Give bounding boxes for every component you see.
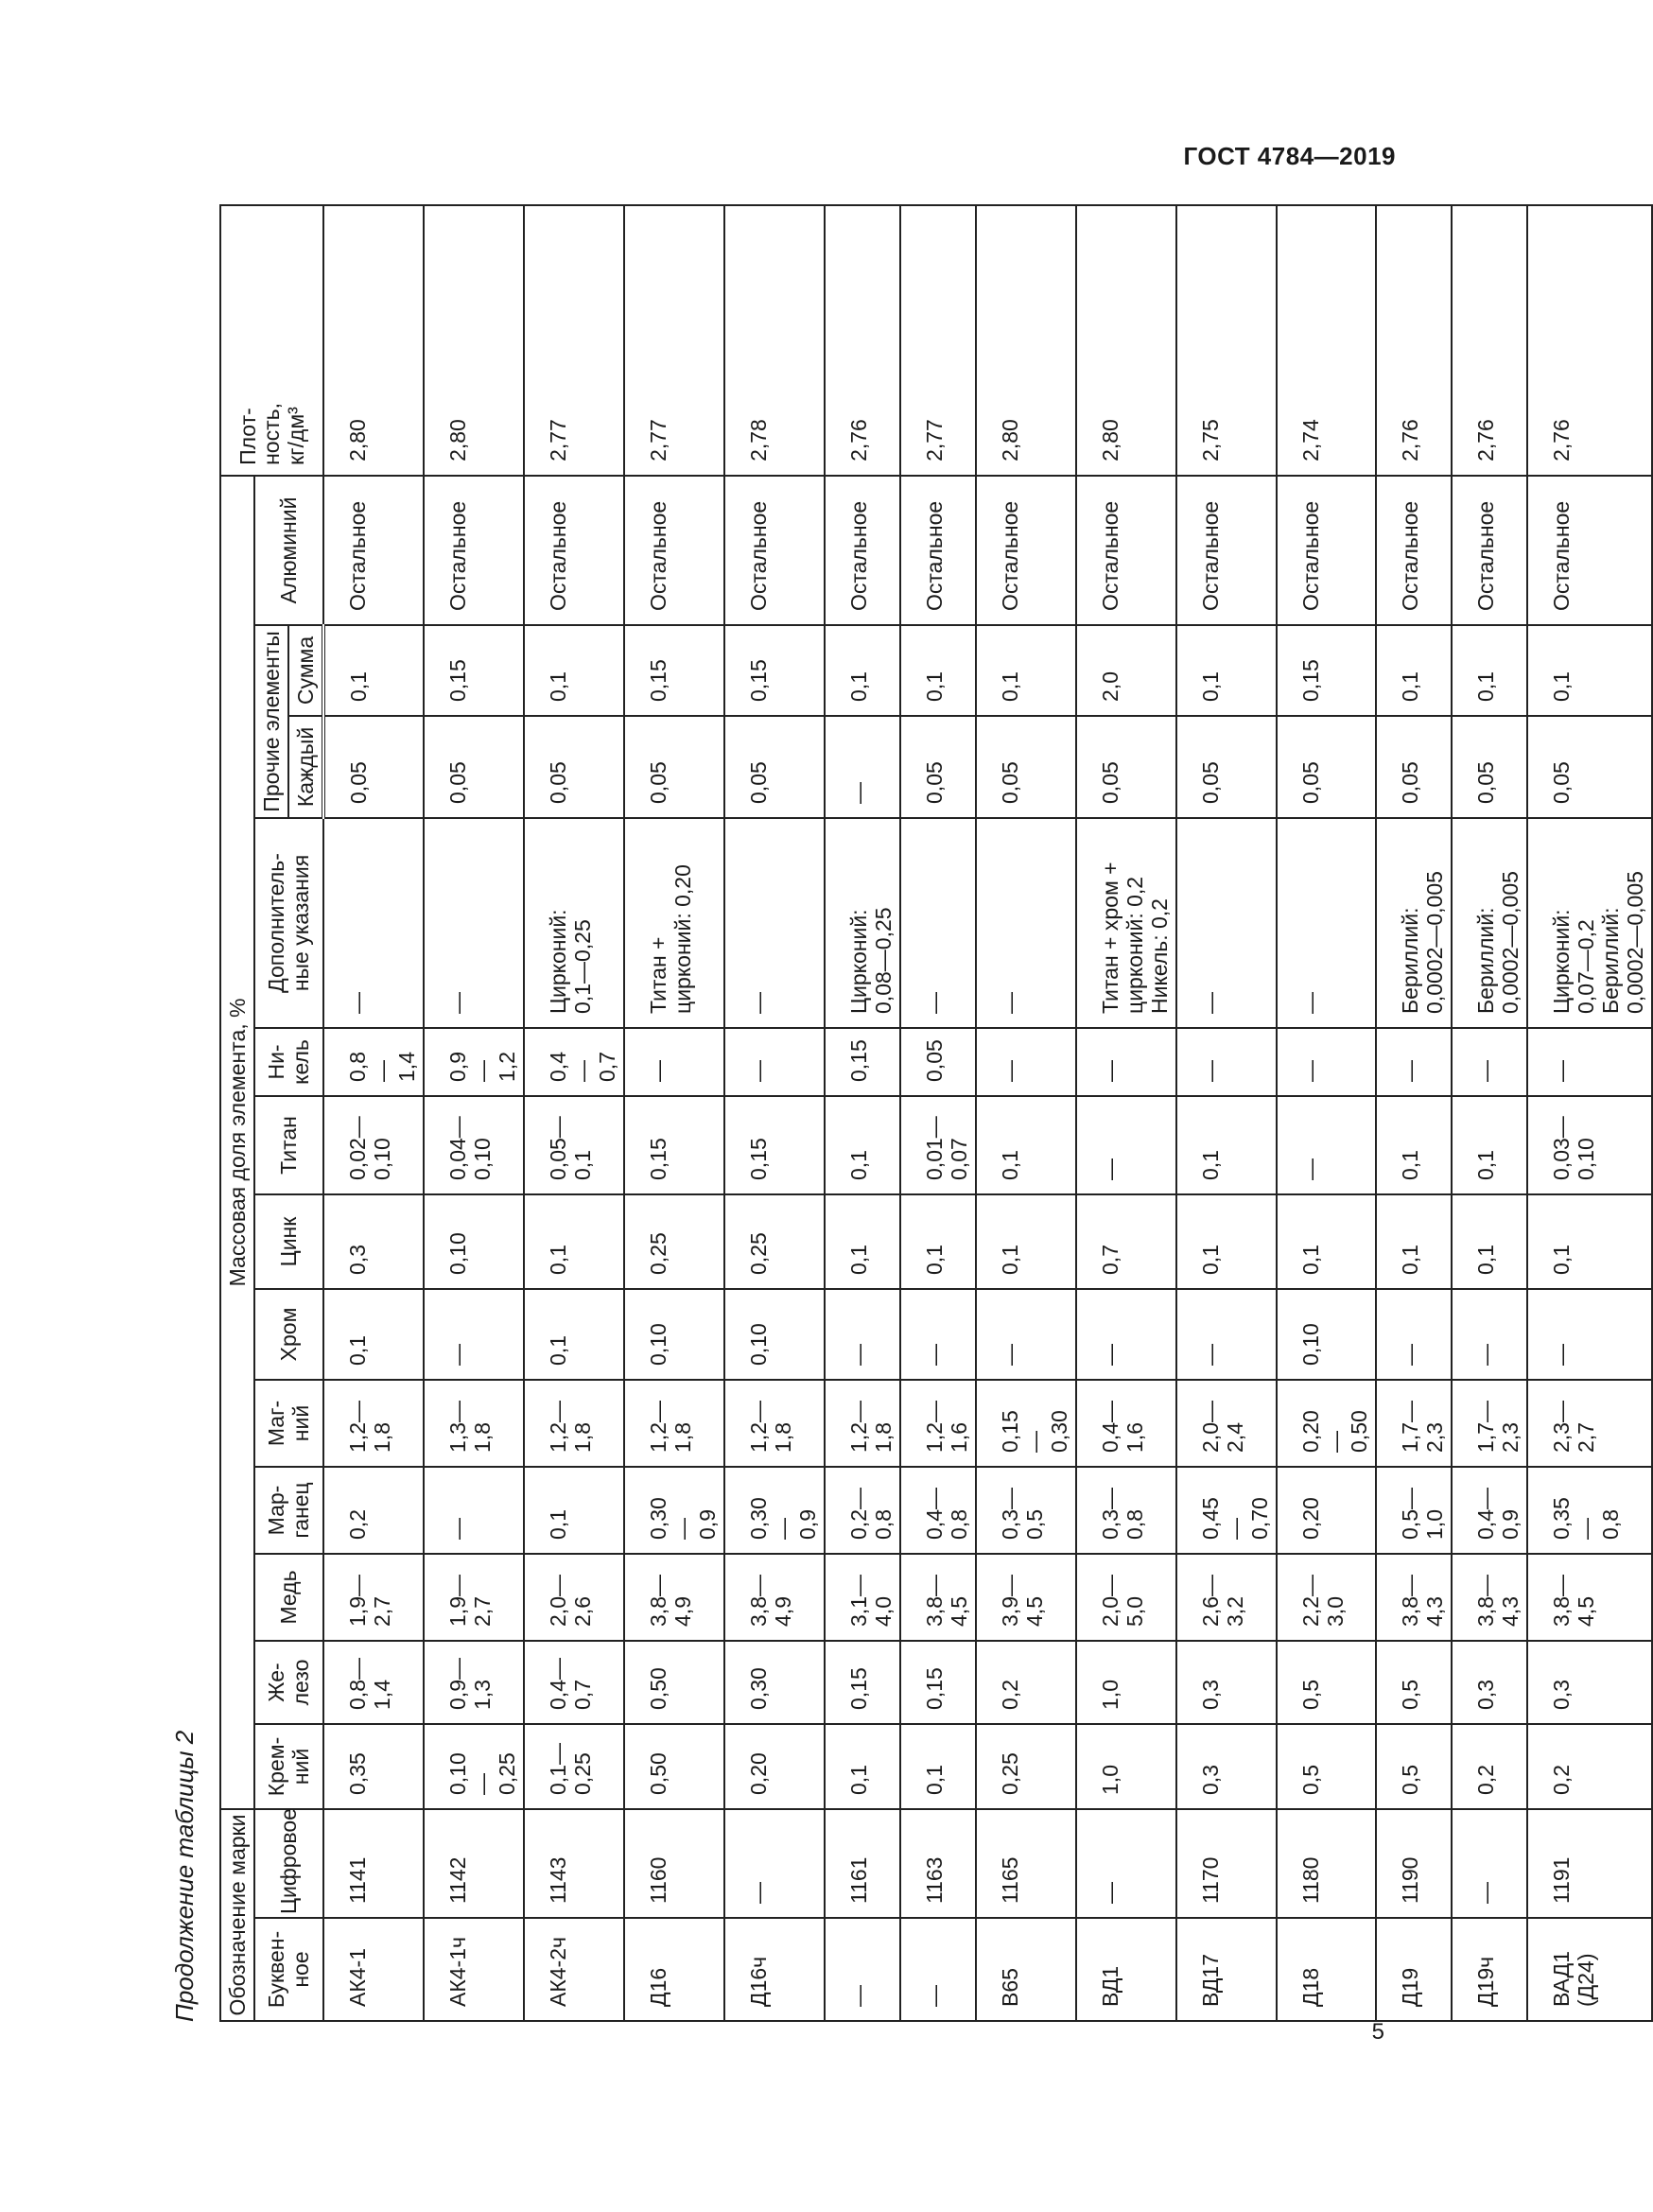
zinc-header: Цинк xyxy=(254,1194,323,1289)
copper-cell: 2,6— 3,2 xyxy=(1176,1554,1277,1641)
titanium-cell: 0,02— 0,10 xyxy=(323,1096,424,1194)
silicon-cell: 0,35 xyxy=(323,1724,424,1809)
sum-cell: 0,1 xyxy=(323,625,424,716)
nickel-cell: — xyxy=(1376,1028,1452,1096)
aluminium-cell: Остальное xyxy=(1277,476,1377,625)
density-cell: 2,77 xyxy=(624,205,724,476)
table-row xyxy=(424,205,524,2021)
aluminium-cell: Остальное xyxy=(900,476,976,625)
magnesium-cell: 2,0— 2,4 xyxy=(1176,1380,1277,1467)
table-row xyxy=(624,205,724,2021)
letter-cell: Д16ч xyxy=(724,1918,825,2021)
zinc-cell: 0,1 xyxy=(1527,1194,1652,1289)
zinc-cell: 0,25 xyxy=(624,1194,724,1289)
additional-cell: Титан + цирконий: 0,20 xyxy=(624,818,724,1028)
additional-cell: Бериллий: 0,0002—0,005 xyxy=(1376,818,1452,1028)
iron-cell: 0,8— 1,4 xyxy=(323,1641,424,1724)
titanium-header: Титан xyxy=(254,1096,323,1194)
letter-header: Буквен- ное xyxy=(254,1918,323,2021)
magnesium-cell: 1,2— 1,8 xyxy=(825,1380,900,1467)
iron-cell: 0,15 xyxy=(900,1641,976,1724)
additional-cell: Цирконий: 0,08—0,25 xyxy=(825,818,900,1028)
manganese-cell: 0,45— 0,70 xyxy=(1176,1467,1277,1554)
table-body xyxy=(323,205,1652,2021)
silicon-cell: 0,50 xyxy=(624,1724,724,1809)
nickel-cell: — xyxy=(724,1028,825,1096)
copper-cell: 3,8— 4,9 xyxy=(624,1554,724,1641)
letter-cell: — xyxy=(825,1918,900,2021)
zinc-cell: 0,1 xyxy=(900,1194,976,1289)
chromium-cell: — xyxy=(825,1289,900,1380)
manganese-cell: 0,2 xyxy=(323,1467,424,1554)
magnesium-cell: 1,2— 1,8 xyxy=(524,1380,624,1467)
digital-cell: — xyxy=(1076,1809,1176,1918)
each-cell: 0,05 xyxy=(1527,716,1652,818)
titanium-cell: 0,1 xyxy=(1452,1096,1527,1194)
aluminium-cell: Остальное xyxy=(323,476,424,625)
sum-cell: 0,1 xyxy=(1452,625,1527,716)
titanium-cell: 0,04— 0,10 xyxy=(424,1096,524,1194)
aluminium-cell: Остальное xyxy=(825,476,900,625)
each-cell: 0,05 xyxy=(1376,716,1452,818)
chromium-cell: 0,10 xyxy=(1277,1289,1377,1380)
mass-fraction-header: Массовая доля элемента, % xyxy=(220,476,254,1809)
additional-cell: Бериллий: 0,0002—0,005 xyxy=(1452,818,1527,1028)
magnesium-cell: 1,7— 2,3 xyxy=(1376,1380,1452,1467)
density-cell: 2,76 xyxy=(825,205,900,476)
silicon-cell: 0,2 xyxy=(1527,1724,1652,1809)
table-row xyxy=(1527,205,1652,2021)
letter-cell: АК4-1 xyxy=(323,1918,424,2021)
zinc-cell: 0,1 xyxy=(524,1194,624,1289)
additional-cell: — xyxy=(724,818,825,1028)
iron-header: Же- лезо xyxy=(254,1641,323,1724)
manganese-cell: 0,4— 0,8 xyxy=(900,1467,976,1554)
digital-cell: — xyxy=(1452,1809,1527,1918)
additional-cell: Титан + хром + цирконий: 0,2 Никель: 0,2 xyxy=(1076,818,1176,1028)
copper-cell: 3,9— 4,5 xyxy=(976,1554,1076,1641)
iron-cell: 0,50 xyxy=(624,1641,724,1724)
magnesium-cell: 1,2— 1,8 xyxy=(724,1380,825,1467)
alloy-composition-table xyxy=(219,204,1653,2022)
manganese-cell: 0,2— 0,8 xyxy=(825,1467,900,1554)
digital-cell: 1143 xyxy=(524,1809,624,1918)
density-header: Плот- ность, кг/дм³ xyxy=(220,205,323,476)
each-cell: 0,05 xyxy=(524,716,624,818)
silicon-cell: 0,3 xyxy=(1176,1724,1277,1809)
iron-cell: 0,15 xyxy=(825,1641,900,1724)
each-cell: 0,05 xyxy=(323,716,424,818)
density-cell: 2,76 xyxy=(1452,205,1527,476)
density-cell: 2,78 xyxy=(724,205,825,476)
digital-cell: 1191 xyxy=(1527,1809,1652,1918)
aluminium-cell: Остальное xyxy=(1452,476,1527,625)
titanium-cell: — xyxy=(1277,1096,1377,1194)
manganese-cell: 0,4— 0,9 xyxy=(1452,1467,1527,1554)
letter-cell: АК4-1ч xyxy=(424,1918,524,2021)
additional-cell: — xyxy=(976,818,1076,1028)
silicon-cell: 0,10— 0,25 xyxy=(424,1724,524,1809)
additional-cell: — xyxy=(1277,818,1377,1028)
manganese-cell: 0,3— 0,5 xyxy=(976,1467,1076,1554)
zinc-cell: 0,1 xyxy=(1452,1194,1527,1289)
density-cell: 2,80 xyxy=(1076,205,1176,476)
additional-cell: — xyxy=(323,818,424,1028)
sum-cell: 0,15 xyxy=(1277,625,1377,716)
iron-cell: 1,0 xyxy=(1076,1641,1176,1724)
manganese-cell: 0,35— 0,8 xyxy=(1527,1467,1652,1554)
table-row xyxy=(1176,205,1277,2021)
sum-cell: 0,15 xyxy=(424,625,524,716)
manganese-cell: 0,20 xyxy=(1277,1467,1377,1554)
sum-cell: 0,1 xyxy=(1176,625,1277,716)
designation-header: Обозначение марки xyxy=(220,1809,254,2021)
chromium-cell: — xyxy=(1527,1289,1652,1380)
aluminium-cell: Остальное xyxy=(724,476,825,625)
copper-cell: 3,8— 4,3 xyxy=(1452,1554,1527,1641)
copper-cell: 1,9— 2,7 xyxy=(323,1554,424,1641)
aluminium-cell: Остальное xyxy=(1376,476,1452,625)
zinc-cell: 0,1 xyxy=(825,1194,900,1289)
letter-cell: ВАД1 (Д24) xyxy=(1527,1918,1652,2021)
each-cell: — xyxy=(825,716,900,818)
zinc-cell: 0,1 xyxy=(976,1194,1076,1289)
each-cell: 0,05 xyxy=(1176,716,1277,818)
each-cell: 0,05 xyxy=(1277,716,1377,818)
table-caption: Продолжение таблицы 2 xyxy=(170,1730,199,2022)
copper-header: Медь xyxy=(254,1554,323,1641)
manganese-cell: 0,30— 0,9 xyxy=(724,1467,825,1554)
each-cell: 0,05 xyxy=(976,716,1076,818)
letter-cell: АК4-2ч xyxy=(524,1918,624,2021)
manganese-header: Мар- ганец xyxy=(254,1467,323,1554)
iron-cell: 0,4— 0,7 xyxy=(524,1641,624,1724)
each-cell: 0,05 xyxy=(424,716,524,818)
table-row xyxy=(976,205,1076,2021)
zinc-cell: 0,1 xyxy=(1176,1194,1277,1289)
digital-cell: 1170 xyxy=(1176,1809,1277,1918)
copper-cell: 2,0— 2,6 xyxy=(524,1554,624,1641)
digital-cell: 1160 xyxy=(624,1809,724,1918)
chromium-header: Хром xyxy=(254,1289,323,1380)
iron-cell: 0,9— 1,3 xyxy=(424,1641,524,1724)
iron-cell: 0,30 xyxy=(724,1641,825,1724)
copper-cell: 3,8— 4,9 xyxy=(724,1554,825,1641)
aluminium-cell: Остальное xyxy=(976,476,1076,625)
titanium-cell: 0,03— 0,10 xyxy=(1527,1096,1652,1194)
copper-cell: 3,8— 4,3 xyxy=(1376,1554,1452,1641)
nickel-cell: 0,15 xyxy=(825,1028,900,1096)
chromium-cell: — xyxy=(1452,1289,1527,1380)
nickel-cell: — xyxy=(1176,1028,1277,1096)
iron-cell: 0,3 xyxy=(1527,1641,1652,1724)
sum-cell: 0,1 xyxy=(1527,625,1652,716)
table-row xyxy=(524,205,624,2021)
table-row xyxy=(1452,205,1527,2021)
digital-cell: — xyxy=(724,1809,825,1918)
digital-cell: 1165 xyxy=(976,1809,1076,1918)
digital-header: Цифровое xyxy=(254,1809,323,1918)
sum-cell: 0,1 xyxy=(1376,625,1452,716)
iron-cell: 0,2 xyxy=(976,1641,1076,1724)
density-cell: 2,76 xyxy=(1376,205,1452,476)
chromium-cell: — xyxy=(1176,1289,1277,1380)
copper-cell: 2,0— 5,0 xyxy=(1076,1554,1176,1641)
letter-cell: — xyxy=(900,1918,976,2021)
aluminium-header: Алюминий xyxy=(254,476,323,625)
density-cell: 2,74 xyxy=(1277,205,1377,476)
digital-cell: 1180 xyxy=(1277,1809,1377,1918)
digital-cell: 1161 xyxy=(825,1809,900,1918)
table-row xyxy=(1376,205,1452,2021)
document-code: ГОСТ 4784—2019 xyxy=(1183,142,1396,170)
chromium-cell: — xyxy=(1376,1289,1452,1380)
table-row xyxy=(1277,205,1377,2021)
nickel-cell: 0,4— 0,7 xyxy=(524,1028,624,1096)
letter-cell: ВД17 xyxy=(1176,1918,1277,2021)
silicon-cell: 0,1— 0,25 xyxy=(524,1724,624,1809)
titanium-cell: 0,1 xyxy=(1176,1096,1277,1194)
sum-cell: 2,0 xyxy=(1076,625,1176,716)
silicon-cell: 0,1 xyxy=(825,1724,900,1809)
rotated-table-page xyxy=(151,206,1648,2022)
chromium-cell: — xyxy=(900,1289,976,1380)
copper-cell: 3,8— 4,5 xyxy=(900,1554,976,1641)
zinc-cell: 0,25 xyxy=(724,1194,825,1289)
magnesium-cell: 1,3— 1,8 xyxy=(424,1380,524,1467)
magnesium-cell: 1,7— 2,3 xyxy=(1452,1380,1527,1467)
magnesium-cell: 0,20— 0,50 xyxy=(1277,1380,1377,1467)
nickel-cell: — xyxy=(976,1028,1076,1096)
silicon-cell: 0,25 xyxy=(976,1724,1076,1809)
additional-cell: — xyxy=(1176,818,1277,1028)
silicon-cell: 0,20 xyxy=(724,1724,825,1809)
additional-header: Дополнитель- ные указания xyxy=(254,818,323,1028)
additional-cell: — xyxy=(900,818,976,1028)
density-cell: 2,75 xyxy=(1176,205,1277,476)
silicon-cell: 0,5 xyxy=(1376,1724,1452,1809)
titanium-cell: 0,15 xyxy=(724,1096,825,1194)
letter-cell: Д18 xyxy=(1277,1918,1377,2021)
copper-cell: 3,8— 4,5 xyxy=(1527,1554,1652,1641)
sum-cell: 0,1 xyxy=(524,625,624,716)
iron-cell: 0,3 xyxy=(1176,1641,1277,1724)
sum-header: Сумма xyxy=(288,625,323,716)
titanium-cell: 0,15 xyxy=(624,1096,724,1194)
table-row xyxy=(900,205,976,2021)
density-cell: 2,77 xyxy=(900,205,976,476)
magnesium-cell: 1,2— 1,8 xyxy=(323,1380,424,1467)
titanium-cell: 0,1 xyxy=(825,1096,900,1194)
magnesium-header: Маг- ний xyxy=(254,1380,323,1467)
each-cell: 0,05 xyxy=(1452,716,1527,818)
nickel-cell: — xyxy=(1452,1028,1527,1096)
chromium-cell: 0,1 xyxy=(323,1289,424,1380)
copper-cell: 3,1— 4,0 xyxy=(825,1554,900,1641)
titanium-cell: 0,01— 0,07 xyxy=(900,1096,976,1194)
titanium-cell: 0,1 xyxy=(976,1096,1076,1194)
aluminium-cell: Остальное xyxy=(524,476,624,625)
sum-cell: 0,1 xyxy=(900,625,976,716)
zinc-cell: 0,7 xyxy=(1076,1194,1176,1289)
table-row xyxy=(323,205,424,2021)
each-header: Каждый xyxy=(288,716,323,818)
digital-cell: 1190 xyxy=(1376,1809,1452,1918)
manganese-cell: 0,30— 0,9 xyxy=(624,1467,724,1554)
sum-cell: 0,15 xyxy=(724,625,825,716)
silicon-cell: 0,5 xyxy=(1277,1724,1377,1809)
additional-cell: — xyxy=(424,818,524,1028)
titanium-cell: 0,1 xyxy=(1376,1096,1452,1194)
magnesium-cell: 2,3— 2,7 xyxy=(1527,1380,1652,1467)
nickel-cell: — xyxy=(1277,1028,1377,1096)
digital-cell: 1163 xyxy=(900,1809,976,1918)
digital-cell: 1142 xyxy=(424,1809,524,1918)
nickel-cell: — xyxy=(1527,1028,1652,1096)
sum-cell: 0,1 xyxy=(825,625,900,716)
silicon-cell: 0,2 xyxy=(1452,1724,1527,1809)
each-cell: 0,05 xyxy=(900,716,976,818)
letter-cell: В65 xyxy=(976,1918,1076,2021)
manganese-cell: 0,5— 1,0 xyxy=(1376,1467,1452,1554)
chromium-cell: — xyxy=(424,1289,524,1380)
nickel-cell: 0,9— 1,2 xyxy=(424,1028,524,1096)
copper-cell: 1,9— 2,7 xyxy=(424,1554,524,1641)
page-number: 5 xyxy=(1371,2019,1384,2045)
density-cell: 2,80 xyxy=(323,205,424,476)
silicon-header: Крем- ний xyxy=(254,1724,323,1809)
letter-cell: ВД1 xyxy=(1076,1918,1176,2021)
manganese-cell: 0,1 xyxy=(524,1467,624,1554)
nickel-cell: — xyxy=(624,1028,724,1096)
manganese-cell: — xyxy=(424,1467,524,1554)
density-cell: 2,76 xyxy=(1527,205,1652,476)
nickel-cell: 0,8— 1,4 xyxy=(323,1028,424,1096)
copper-cell: 2,2— 3,0 xyxy=(1277,1554,1377,1641)
zinc-cell: 0,1 xyxy=(1277,1194,1377,1289)
silicon-cell: 1,0 xyxy=(1076,1724,1176,1809)
density-cell: 2,80 xyxy=(424,205,524,476)
digital-cell: 1141 xyxy=(323,1809,424,1918)
other-elements-header: Прочие элементы xyxy=(254,625,288,818)
titanium-cell: 0,05— 0,1 xyxy=(524,1096,624,1194)
magnesium-cell: 1,2— 1,8 xyxy=(624,1380,724,1467)
table-row xyxy=(1076,205,1176,2021)
magnesium-cell: 1,2— 1,6 xyxy=(900,1380,976,1467)
each-cell: 0,05 xyxy=(624,716,724,818)
chromium-cell: — xyxy=(1076,1289,1176,1380)
each-cell: 0,05 xyxy=(1076,716,1176,818)
nickel-header: Ни- кель xyxy=(254,1028,323,1096)
table-row xyxy=(724,205,825,2021)
sum-cell: 0,1 xyxy=(976,625,1076,716)
chromium-cell: — xyxy=(976,1289,1076,1380)
zinc-cell: 0,1 xyxy=(1376,1194,1452,1289)
density-cell: 2,80 xyxy=(976,205,1076,476)
silicon-cell: 0,1 xyxy=(900,1724,976,1809)
zinc-cell: 0,10 xyxy=(424,1194,524,1289)
titanium-cell: — xyxy=(1076,1096,1176,1194)
additional-cell: Цирконий: 0,07—0,2 Бериллий: 0,0002—0,005 xyxy=(1527,818,1652,1028)
table-row xyxy=(825,205,900,2021)
iron-cell: 0,3 xyxy=(1452,1641,1527,1724)
chromium-cell: 0,10 xyxy=(724,1289,825,1380)
magnesium-cell: 0,4— 1,6 xyxy=(1076,1380,1176,1467)
zinc-cell: 0,3 xyxy=(323,1194,424,1289)
manganese-cell: 0,3— 0,8 xyxy=(1076,1467,1176,1554)
chromium-cell: 0,1 xyxy=(524,1289,624,1380)
aluminium-cell: Остальное xyxy=(1527,476,1652,625)
letter-cell: Д19ч xyxy=(1452,1918,1527,2021)
aluminium-cell: Остальное xyxy=(1076,476,1176,625)
nickel-cell: — xyxy=(1076,1028,1176,1096)
aluminium-cell: Остальное xyxy=(1176,476,1277,625)
sum-cell: 0,15 xyxy=(624,625,724,716)
additional-cell: Цирконий: 0,1—0,25 xyxy=(524,818,624,1028)
density-cell: 2,77 xyxy=(524,205,624,476)
letter-cell: Д16 xyxy=(624,1918,724,2021)
magnesium-cell: 0,15— 0,30 xyxy=(976,1380,1076,1467)
iron-cell: 0,5 xyxy=(1376,1641,1452,1724)
aluminium-cell: Остальное xyxy=(624,476,724,625)
aluminium-cell: Остальное xyxy=(424,476,524,625)
chromium-cell: 0,10 xyxy=(624,1289,724,1380)
each-cell: 0,05 xyxy=(724,716,825,818)
nickel-cell: 0,05 xyxy=(900,1028,976,1096)
letter-cell: Д19 xyxy=(1376,1918,1452,2021)
iron-cell: 0,5 xyxy=(1277,1641,1377,1724)
